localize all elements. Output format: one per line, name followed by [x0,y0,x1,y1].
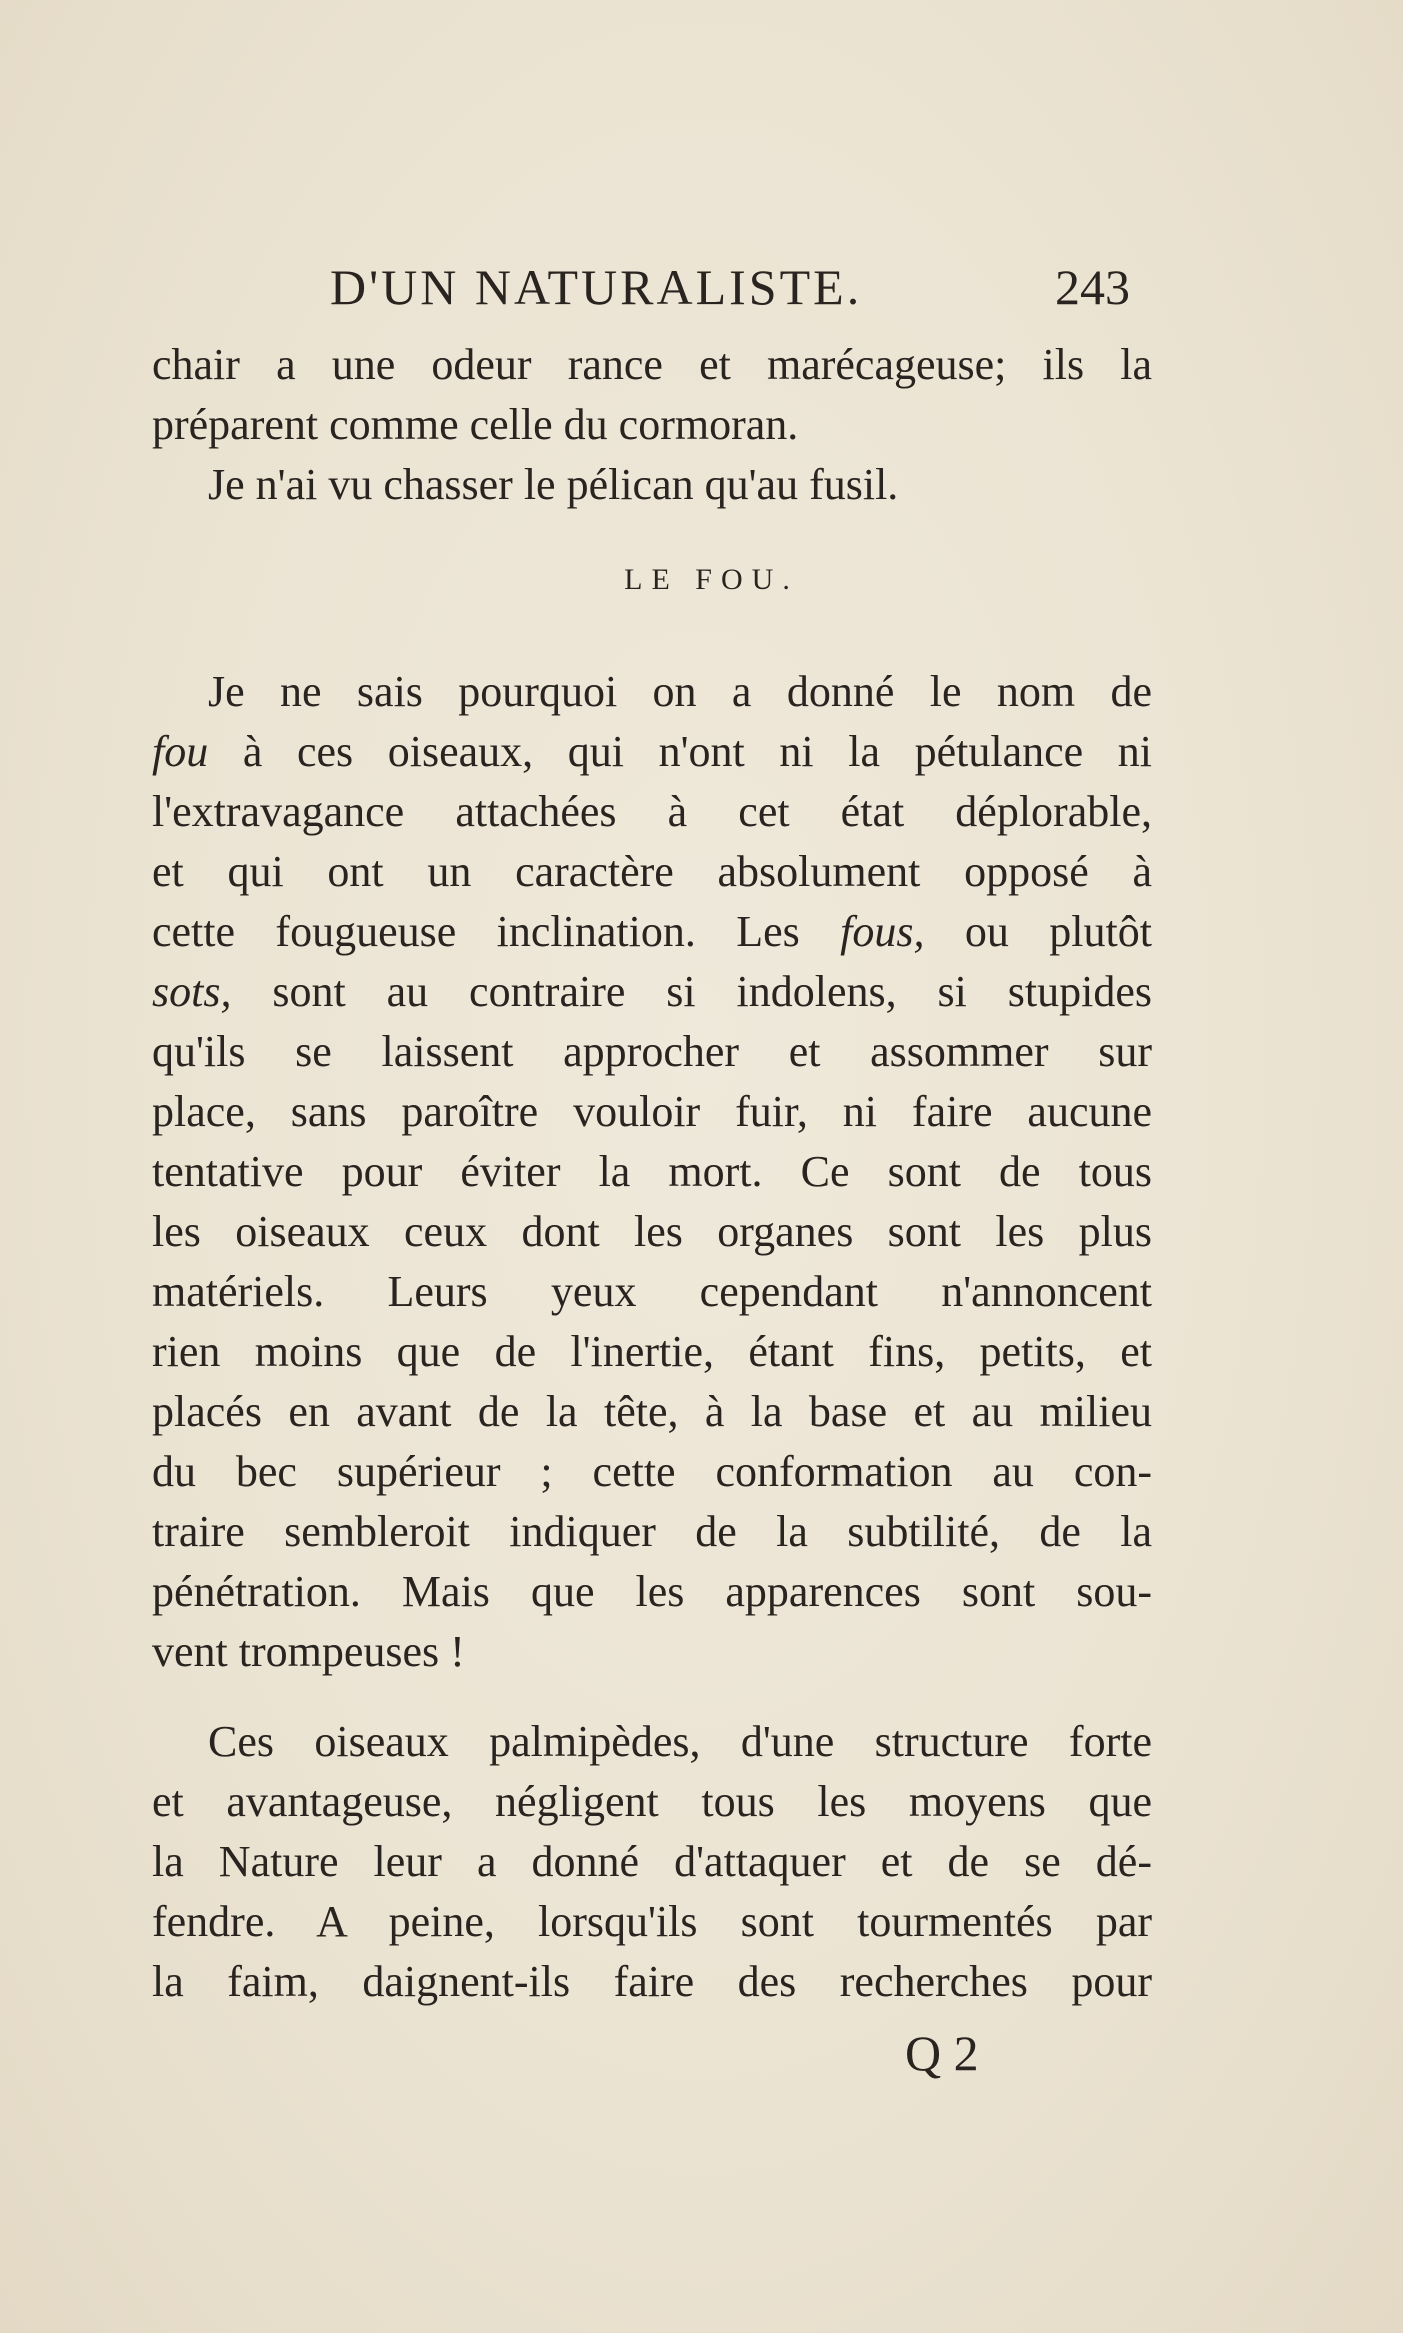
text-span: cette fougueuse inclination. Les [152,907,841,956]
text-line: Je ne sais pourquoi on a donné le nom de [208,667,1152,716]
text-line: vent trompeuses ! [152,1627,465,1676]
paragraph [152,662,1152,1682]
text-line: et qui ont un caractère absolument opposé à [152,847,1152,896]
text-line: Je n'ai vu chasser le pélican qu'au fusil. [208,460,899,509]
text-line: du bec supérieur ; cette conformation au con- [152,1447,1152,1496]
text-line: l'extravagance attachées à cet état déplorable, [152,787,1152,836]
text-line [152,902,1152,962]
text-line: matériels. Leurs yeux cependant n'annoncent [152,1267,1152,1316]
paragraph [152,1712,1152,2012]
italic-word: fous, [840,907,925,956]
running-head [330,252,1130,322]
text-line: Ces oiseaux palmipèdes, d'une structure forte [208,1717,1152,1766]
text-line [152,962,1152,1022]
text-line: les oiseaux ceux dont les organes sont les plus [152,1207,1152,1256]
text-span: sont au contraire si indolens, si stupides [231,967,1152,1016]
text-line: et avantageuse, négligent tous les moyens que [152,1777,1152,1826]
text-line: tentative pour éviter la mort. Ce sont de tous [152,1147,1152,1196]
text-line: pénétration. Mais que les apparences sont sou- [152,1567,1152,1616]
signature-mark: Q 2 [905,2025,979,2081]
text-line: la Nature leur a donné d'attaquer et de se dé- [152,1837,1152,1886]
text-line: fendre. A peine, lorsqu'ils sont tourmentés par [152,1897,1152,1946]
text-line: préparent comme celle du cormoran. [152,400,799,449]
running-title: D'UN NATURALISTE. [330,259,863,315]
text-line: placés en avant de la tête, à la base et au milieu [152,1387,1152,1436]
text-line: rien moins que de l'inertie, étant fins, petits, et [152,1327,1152,1376]
text-line: la faim, daignent-ils faire des recherches pour [152,1957,1152,2006]
text-line: traire sembleroit indiquer de la subtilité, de la [152,1507,1152,1556]
text-span: ou plutôt [924,907,1152,956]
italic-word: fou [152,727,209,776]
text-line: chair a une odeur rance et marécageuse; ils la [152,340,1152,389]
text-line [152,722,1152,782]
text-line: qu'ils se laissent approcher et assommer sur [152,1027,1152,1076]
text-span: à ces oiseaux, qui n'ont ni la pétulance ni [208,727,1152,776]
opening-text [152,335,1152,515]
page-number: 243 [1055,259,1130,315]
italic-word: sots, [152,967,232,1016]
section-heading: LE FOU. [624,563,799,596]
text-line: place, sans paroître vouloir fuir, ni faire aucune [152,1087,1152,1136]
